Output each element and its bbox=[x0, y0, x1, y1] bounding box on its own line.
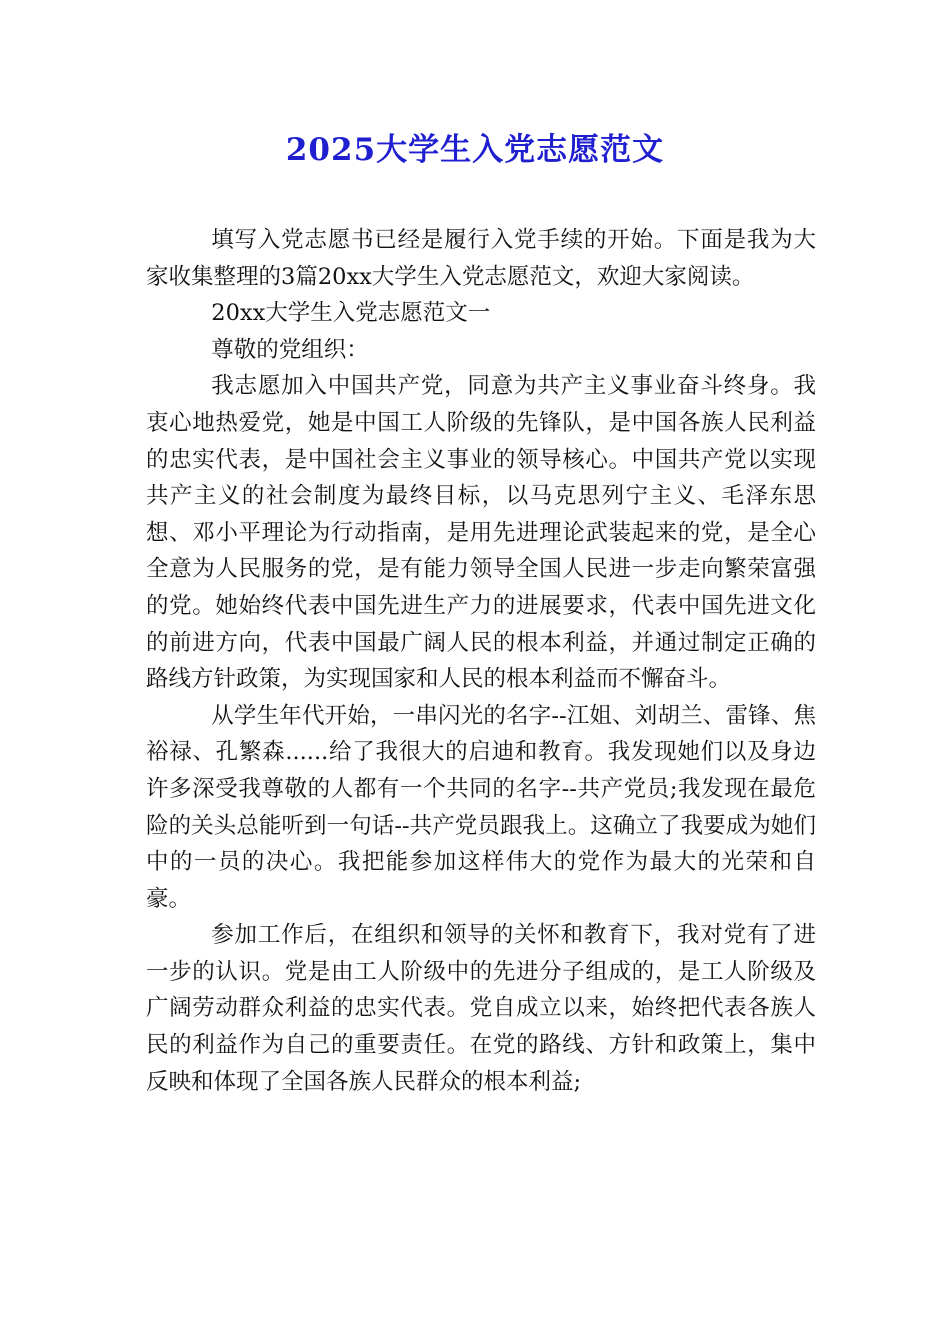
intro-paragraph: 填写入党志愿书已经是履行入党手续的开始。下面是我为大家收集整理的3篇20xx大学生入党志愿范文，欢迎大家阅读。 bbox=[146, 227, 816, 290]
body-paragraph: 我志愿加入中国共产党，同意为共产主义事业奋斗终身。我衷心地热爱党，她是中国工人阶级的先锋队，是中国各族人民利益的忠实代表，是中国社会主义事业的领导核心。中国共产党以实现共产主义的社会制度为最终目标，以马克思列宁主义、毛泽东思想、邓小平理论为行动指南，是用先进理论武装起来的党，是全心全意为人民服务的党，是有能力领导全国人民进一步走向繁荣富强的党。她始终代表中国先进生产力的进展要求，代表中国先进文化的前进方向，代表中国最广阔人民的根本利益，并通过制定正确的路线方针政策，为实现国家和人民的根本利益而不懈奋斗。 bbox=[146, 373, 816, 693]
document-title: 2025大学生入党志愿范文 bbox=[285, 132, 665, 168]
salutation: 尊敬的党组织： bbox=[211, 336, 369, 363]
section-heading: 20xx大学生入党志愿范文一 bbox=[211, 300, 491, 327]
document-body bbox=[146, 222, 816, 1100]
body-paragraph: 参加工作后，在组织和领导的关怀和教育下，我对党有了进一步的认识。党是由工人阶级中的先进分子组成的，是工人阶级及广阔劳动群众利益的忠实代表。党自成立以来，始终把代表各族人民的利益作为自己的重要责任。在党的路线、方针和政策上，集中反映和体现了全国各族人民群众的根本利益; bbox=[146, 922, 816, 1095]
body-paragraph: 从学生年代开始，一串闪光的名字--江姐、刘胡兰、雷锋、焦裕禄、孔繁森......给了我很大的启迪和教育。我发现她们以及身边许多深受我尊敬的人都有一个共同的名字--共产党员;我发现在最危险的关头总能听到一句话--共产党员跟我上。这确立了我要成为她们中的一员的决心。我把能参加这样伟大的党作为最大的光荣和自豪。 bbox=[146, 702, 816, 912]
